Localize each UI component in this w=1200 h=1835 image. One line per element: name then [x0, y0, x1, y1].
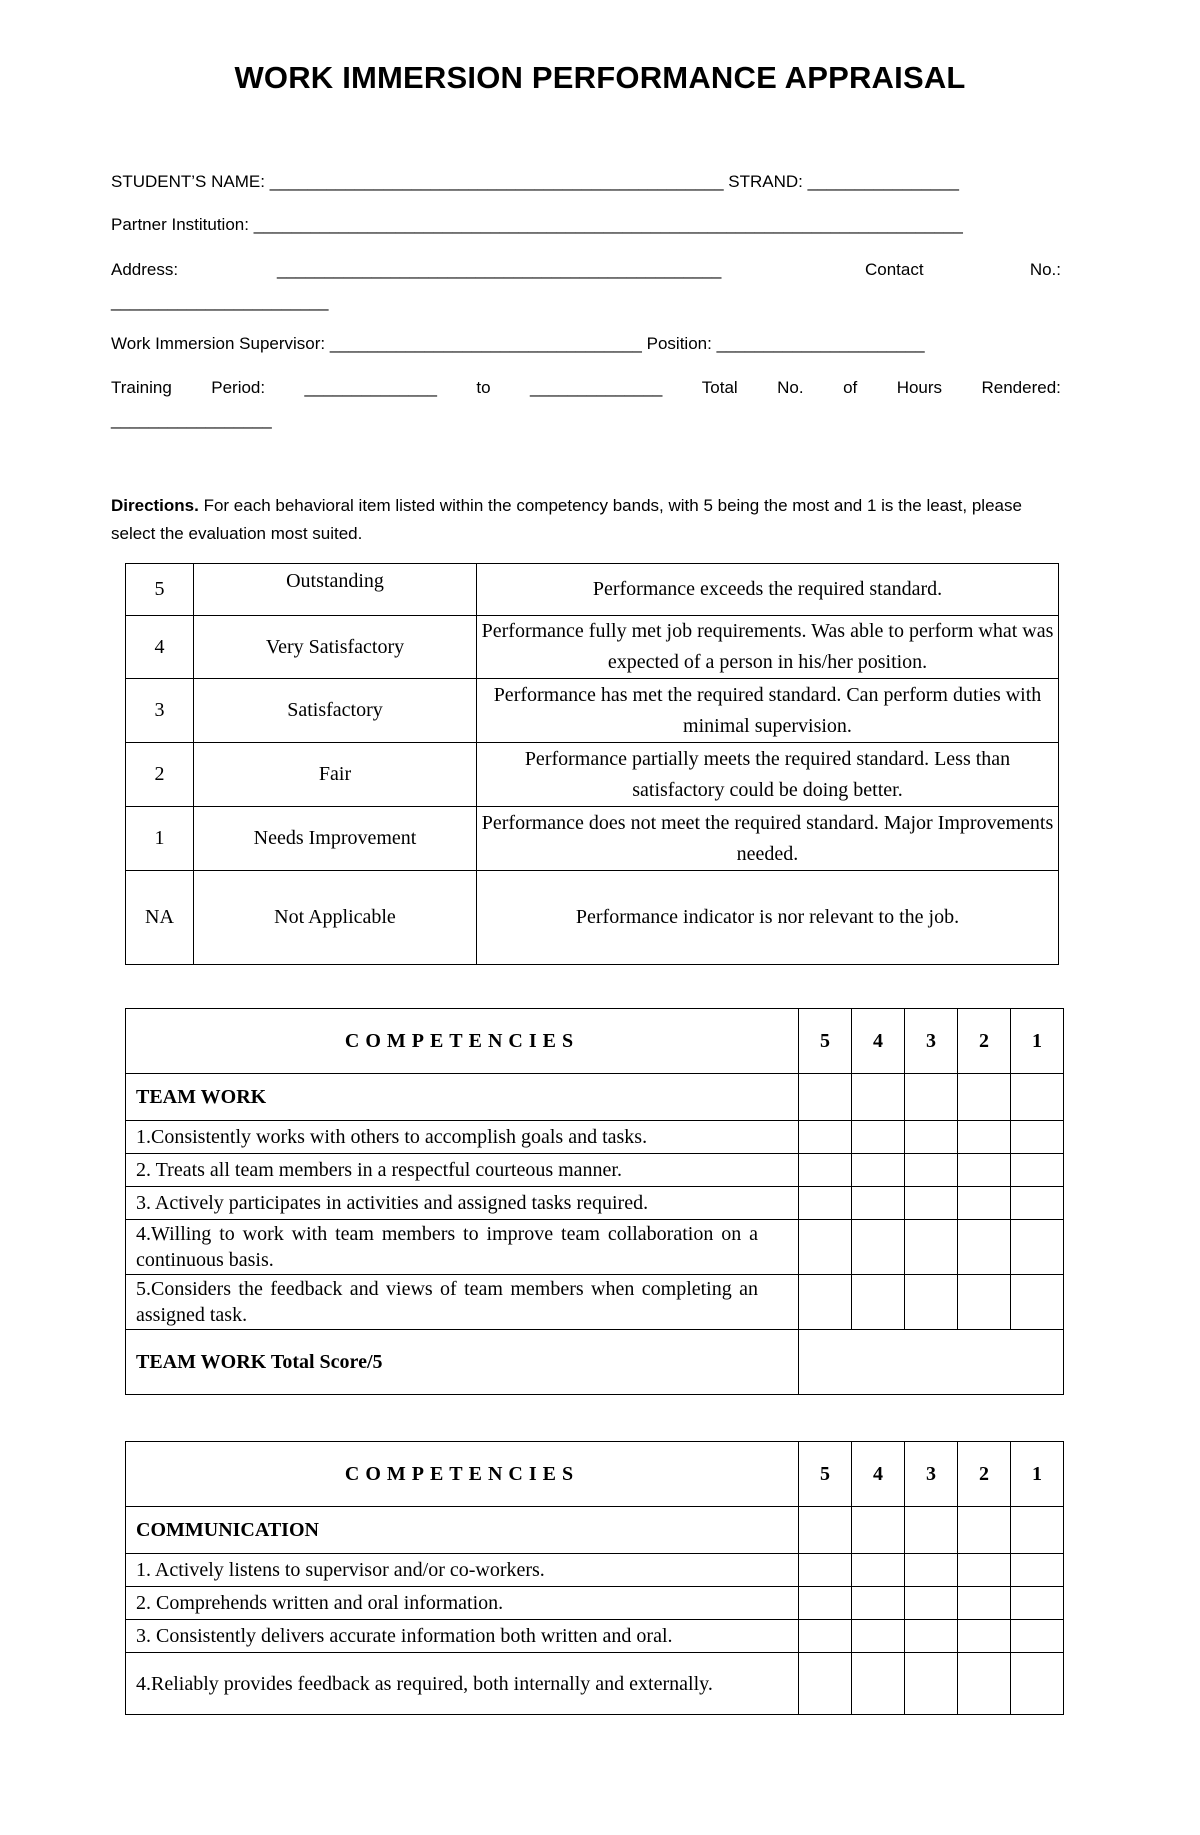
directions-text: For each behavioral item listed within the competency bands, with 5 being the most and 1 is the least, please select the evaluation most suited. [111, 496, 1022, 543]
scale-code: NA [126, 871, 194, 965]
rating-scale-table [125, 563, 1059, 965]
total-score-label: TEAM WORK Total Score/5 [126, 1330, 799, 1395]
score-cell[interactable] [799, 1587, 852, 1620]
score-cell[interactable] [958, 1554, 1011, 1587]
competency-header-row [126, 1442, 1064, 1507]
competency-item-row [126, 1275, 1064, 1330]
training-period-row [111, 378, 1061, 398]
scale-row [126, 679, 1059, 743]
competencies-heading: COMPETENCIES [126, 1442, 799, 1507]
address-row [111, 260, 1061, 280]
teamwork-table [125, 1008, 1064, 1395]
scale-row [126, 807, 1059, 871]
competency-item: 1.Consistently works with others to accomplish goals and tasks. [126, 1121, 799, 1154]
competency-header-row [126, 1009, 1064, 1074]
category-label: TEAM WORK [126, 1074, 799, 1121]
scale-description: Performance fully met job requirements. Was able to perform what was expected of a person in his/her position. [477, 616, 1059, 679]
training-label: Training [111, 378, 172, 397]
scale-description: Performance does not meet the required standard. Major Improvements needed. [477, 807, 1059, 871]
period-label: Period: [211, 378, 266, 397]
competency-item-row [126, 1653, 1064, 1715]
page-title: WORK IMMERSION PERFORMANCE APPRAISAL [234, 60, 966, 95]
scale-rating: Not Applicable [194, 871, 477, 965]
score-cell[interactable] [852, 1653, 905, 1715]
contact-field[interactable]: _______________________ [111, 292, 329, 311]
score-cell[interactable] [852, 1154, 905, 1187]
score-cell[interactable] [852, 1587, 905, 1620]
score-cell[interactable] [852, 1507, 905, 1554]
competency-item-row [126, 1220, 1064, 1275]
score-cell[interactable] [799, 1275, 852, 1330]
score-cell[interactable] [905, 1121, 958, 1154]
supervisor-field[interactable]: _________________________________ [329, 334, 642, 353]
contact-label: Contact [865, 260, 924, 279]
competency-item-row [126, 1620, 1064, 1653]
scale-row [126, 743, 1059, 807]
contact-row [111, 292, 1061, 312]
score-cell[interactable] [799, 1507, 852, 1554]
competency-item: 3. Actively participates in activities and assigned tasks required. [126, 1187, 799, 1220]
competency-item: 2. Treats all team members in a respectful courteous manner. [126, 1154, 799, 1187]
address-label: Address: [111, 260, 179, 279]
score-cell[interactable] [905, 1587, 958, 1620]
score-cell[interactable] [905, 1154, 958, 1187]
strand-label: STRAND: [728, 172, 803, 191]
scale-row [126, 871, 1059, 965]
period-to-field[interactable]: ______________ [529, 378, 663, 397]
score-cell[interactable] [1011, 1653, 1064, 1715]
hours-rendered-field[interactable]: _________________ [111, 410, 272, 429]
score-cell[interactable] [799, 1074, 852, 1121]
contact-no-label: No.: [1029, 260, 1061, 279]
score-cell[interactable] [1011, 1220, 1064, 1275]
score-header: 3 [905, 1009, 958, 1074]
score-cell[interactable] [1011, 1507, 1064, 1554]
student-name-row [111, 172, 1061, 192]
scale-description: Performance indicator is nor relevant to the job. [477, 871, 1059, 965]
score-header: 2 [958, 1442, 1011, 1507]
score-cell[interactable] [1011, 1121, 1064, 1154]
score-header: 1 [1011, 1442, 1064, 1507]
competency-item: 2. Comprehends written and oral information. [126, 1587, 799, 1620]
competency-item-row [126, 1187, 1064, 1220]
partner-row [111, 215, 1061, 235]
total-score-row [126, 1330, 1064, 1395]
score-header: 4 [852, 1442, 905, 1507]
of-label: of [843, 378, 858, 397]
student-name-label: STUDENT’S NAME: [111, 172, 265, 191]
scale-rating: Satisfactory [194, 679, 477, 743]
scale-description: Performance has met the required standard. Can perform duties with minimal supervision. [477, 679, 1059, 743]
scale-description: Performance exceeds the required standard. [477, 564, 1059, 616]
score-cell[interactable] [1011, 1074, 1064, 1121]
competency-item-row [126, 1554, 1064, 1587]
score-header: 2 [958, 1009, 1011, 1074]
scale-code: 1 [126, 807, 194, 871]
score-header: 5 [799, 1442, 852, 1507]
category-label: COMMUNICATION [126, 1507, 799, 1554]
competency-item: 4.Reliably provides feedback as required, both internally and externally. [126, 1653, 799, 1715]
competency-item: 1. Actively listens to supervisor and/or co-workers. [126, 1554, 799, 1587]
scale-rating: Outstanding [194, 564, 477, 616]
supervisor-label: Work Immersion Supervisor: [111, 334, 326, 353]
to-label: to [476, 378, 491, 397]
scale-code: 4 [126, 616, 194, 679]
score-cell[interactable] [905, 1507, 958, 1554]
supervisor-row [111, 334, 1061, 354]
scale-row [126, 564, 1059, 616]
score-cell[interactable] [852, 1187, 905, 1220]
competencies-heading: COMPETENCIES [126, 1009, 799, 1074]
score-cell[interactable] [905, 1653, 958, 1715]
strand-field[interactable]: ________________ [807, 172, 959, 191]
score-cell[interactable] [1011, 1587, 1064, 1620]
competency-item-row [126, 1587, 1064, 1620]
score-cell[interactable] [958, 1074, 1011, 1121]
competency-item-row [126, 1121, 1064, 1154]
score-cell[interactable] [958, 1121, 1011, 1154]
score-cell[interactable] [1011, 1187, 1064, 1220]
scale-code: 2 [126, 743, 194, 807]
hours-label: Hours [896, 378, 943, 397]
rendered-label: Rendered: [981, 378, 1061, 397]
scale-code: 3 [126, 679, 194, 743]
score-cell[interactable] [799, 1620, 852, 1653]
competency-item-row [126, 1154, 1064, 1187]
score-cell[interactable] [958, 1620, 1011, 1653]
scale-code: 5 [126, 564, 194, 616]
directions-label: Directions. [111, 496, 199, 515]
score-cell[interactable] [958, 1587, 1011, 1620]
score-cell[interactable] [852, 1620, 905, 1653]
score-cell[interactable] [799, 1220, 852, 1275]
total-label: Total [701, 378, 738, 397]
score-cell[interactable] [799, 1187, 852, 1220]
score-cell[interactable] [958, 1507, 1011, 1554]
score-header: 5 [799, 1009, 852, 1074]
score-cell[interactable] [958, 1275, 1011, 1330]
category-row [126, 1074, 1064, 1121]
score-cell[interactable] [905, 1620, 958, 1653]
score-cell[interactable] [852, 1554, 905, 1587]
communication-table [125, 1441, 1064, 1715]
competency-item: 4.Willing to work with team members to improve team collaboration on a continuous basis. [126, 1220, 799, 1275]
scale-rating: Needs Improvement [194, 807, 477, 871]
score-header: 4 [852, 1009, 905, 1074]
score-cell[interactable] [905, 1074, 958, 1121]
score-cell[interactable] [1011, 1554, 1064, 1587]
score-cell[interactable] [905, 1220, 958, 1275]
score-header: 1 [1011, 1009, 1064, 1074]
partner-institution-label: Partner Institution: [111, 215, 249, 234]
scale-description: Performance partially meets the required standard. Less than satisfactory could be doing better. [477, 743, 1059, 807]
score-cell[interactable] [958, 1653, 1011, 1715]
score-cell[interactable] [799, 1653, 852, 1715]
score-cell[interactable] [905, 1554, 958, 1587]
total-score-cell[interactable] [799, 1330, 1064, 1395]
score-cell[interactable] [852, 1121, 905, 1154]
position-label: Position: [646, 334, 712, 353]
score-cell[interactable] [852, 1275, 905, 1330]
directions [111, 492, 1061, 548]
score-cell[interactable] [799, 1121, 852, 1154]
partner-institution-field[interactable]: ___________________________________________________________________________ [253, 215, 963, 234]
score-cell[interactable] [799, 1554, 852, 1587]
score-cell[interactable] [1011, 1154, 1064, 1187]
score-cell[interactable] [958, 1220, 1011, 1275]
competency-item: 3. Consistently delivers accurate information both written and oral. [126, 1620, 799, 1653]
score-cell[interactable] [852, 1220, 905, 1275]
no-label: No. [777, 378, 804, 397]
competency-item: 5.Considers the feedback and views of team members when completing an assigned task. [126, 1275, 799, 1330]
student-name-field[interactable]: ________________________________________________ [269, 172, 724, 191]
category-row [126, 1507, 1064, 1554]
score-cell[interactable] [852, 1074, 905, 1121]
score-cell[interactable] [1011, 1620, 1064, 1653]
score-cell[interactable] [799, 1154, 852, 1187]
hours-row [111, 410, 1061, 430]
position-field[interactable]: ______________________ [716, 334, 925, 353]
address-field[interactable]: _______________________________________________ [277, 260, 722, 279]
score-cell[interactable] [958, 1187, 1011, 1220]
period-from-field[interactable]: ______________ [304, 378, 437, 397]
score-cell[interactable] [958, 1154, 1011, 1187]
scale-rating: Fair [194, 743, 477, 807]
score-cell[interactable] [905, 1187, 958, 1220]
score-cell[interactable] [1011, 1275, 1064, 1330]
scale-rating: Very Satisfactory [194, 616, 477, 679]
score-cell[interactable] [905, 1275, 958, 1330]
score-header: 3 [905, 1442, 958, 1507]
scale-row [126, 616, 1059, 679]
